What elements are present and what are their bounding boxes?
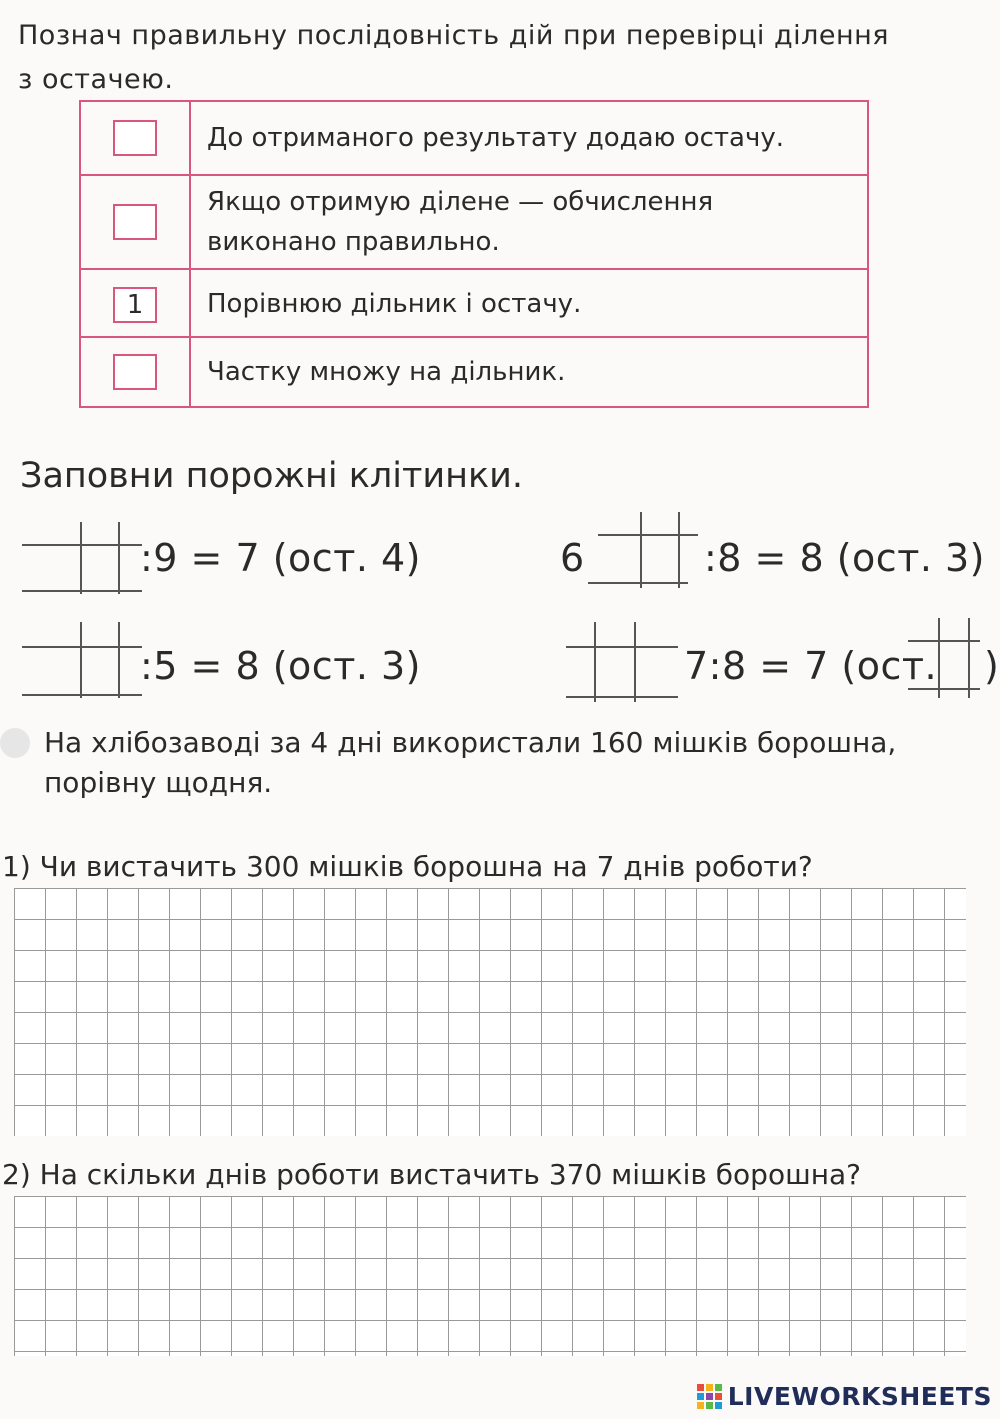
table-row — [81, 174, 867, 270]
task1-title-line2: з остачею. — [18, 64, 174, 95]
order-input-3[interactable]: 1 — [113, 287, 157, 323]
logo-icon — [697, 1384, 722, 1409]
answer-grid-1[interactable] — [14, 888, 966, 1136]
digit-cells-eq3[interactable] — [22, 622, 142, 698]
equation-1: :9 = 7 (ост. 4) — [140, 536, 421, 580]
task1-title-line1: Познач правильну послідовність дій при перевірці ділення — [18, 20, 890, 51]
order-input-4[interactable] — [113, 354, 157, 390]
equation-2: :8 = 8 (ост. 3) — [704, 536, 985, 580]
remainder-cells-eq4[interactable] — [908, 618, 984, 698]
order-input-2[interactable] — [113, 204, 157, 240]
digit-cells-eq1[interactable] — [22, 522, 142, 594]
row-text-line2: виконано правильно. — [207, 227, 500, 257]
question-2: 2) На скільки днів роботи вистачить 370 мішків борошна? — [2, 1158, 862, 1191]
sequence-table — [79, 100, 869, 408]
task3-text-line2: порівну щодня. — [44, 766, 273, 799]
liveworksheets-logo — [697, 1382, 992, 1411]
row-text-line1: Якщо отримую ділене — обчислення — [207, 187, 714, 217]
equation-3: :5 = 8 (ост. 3) — [140, 644, 421, 688]
table-row — [81, 268, 867, 338]
logo-text: LIVEWORKSHEETS — [727, 1382, 992, 1411]
digit-cells-eq4[interactable] — [566, 622, 686, 702]
table-row — [81, 336, 867, 410]
task3-text-line1: На хлібозаводі за 4 дні використали 160 мішків борошна, — [44, 726, 897, 759]
answer-grid-2[interactable] — [14, 1196, 966, 1356]
digit-cells-eq2[interactable] — [588, 512, 700, 588]
equation-2-prefix: 6 — [560, 536, 585, 580]
equation-4-close: ) — [984, 644, 1000, 688]
table-row — [81, 102, 867, 174]
order-input-1[interactable] — [113, 120, 157, 156]
row-text: Порівнюю дільник і остачу. — [207, 289, 582, 319]
task2-title: Заповни порожні клітинки. — [20, 456, 524, 496]
task-bullet-icon — [0, 728, 30, 758]
row-text: До отриманого результату додаю остачу. — [207, 123, 784, 153]
row-text: Частку множу на дільник. — [207, 357, 566, 387]
equation-4: 7:8 = 7 (ост. — [684, 644, 938, 688]
question-1: 1) Чи вистачить 300 мішків борошна на 7 днів роботи? — [2, 850, 813, 883]
